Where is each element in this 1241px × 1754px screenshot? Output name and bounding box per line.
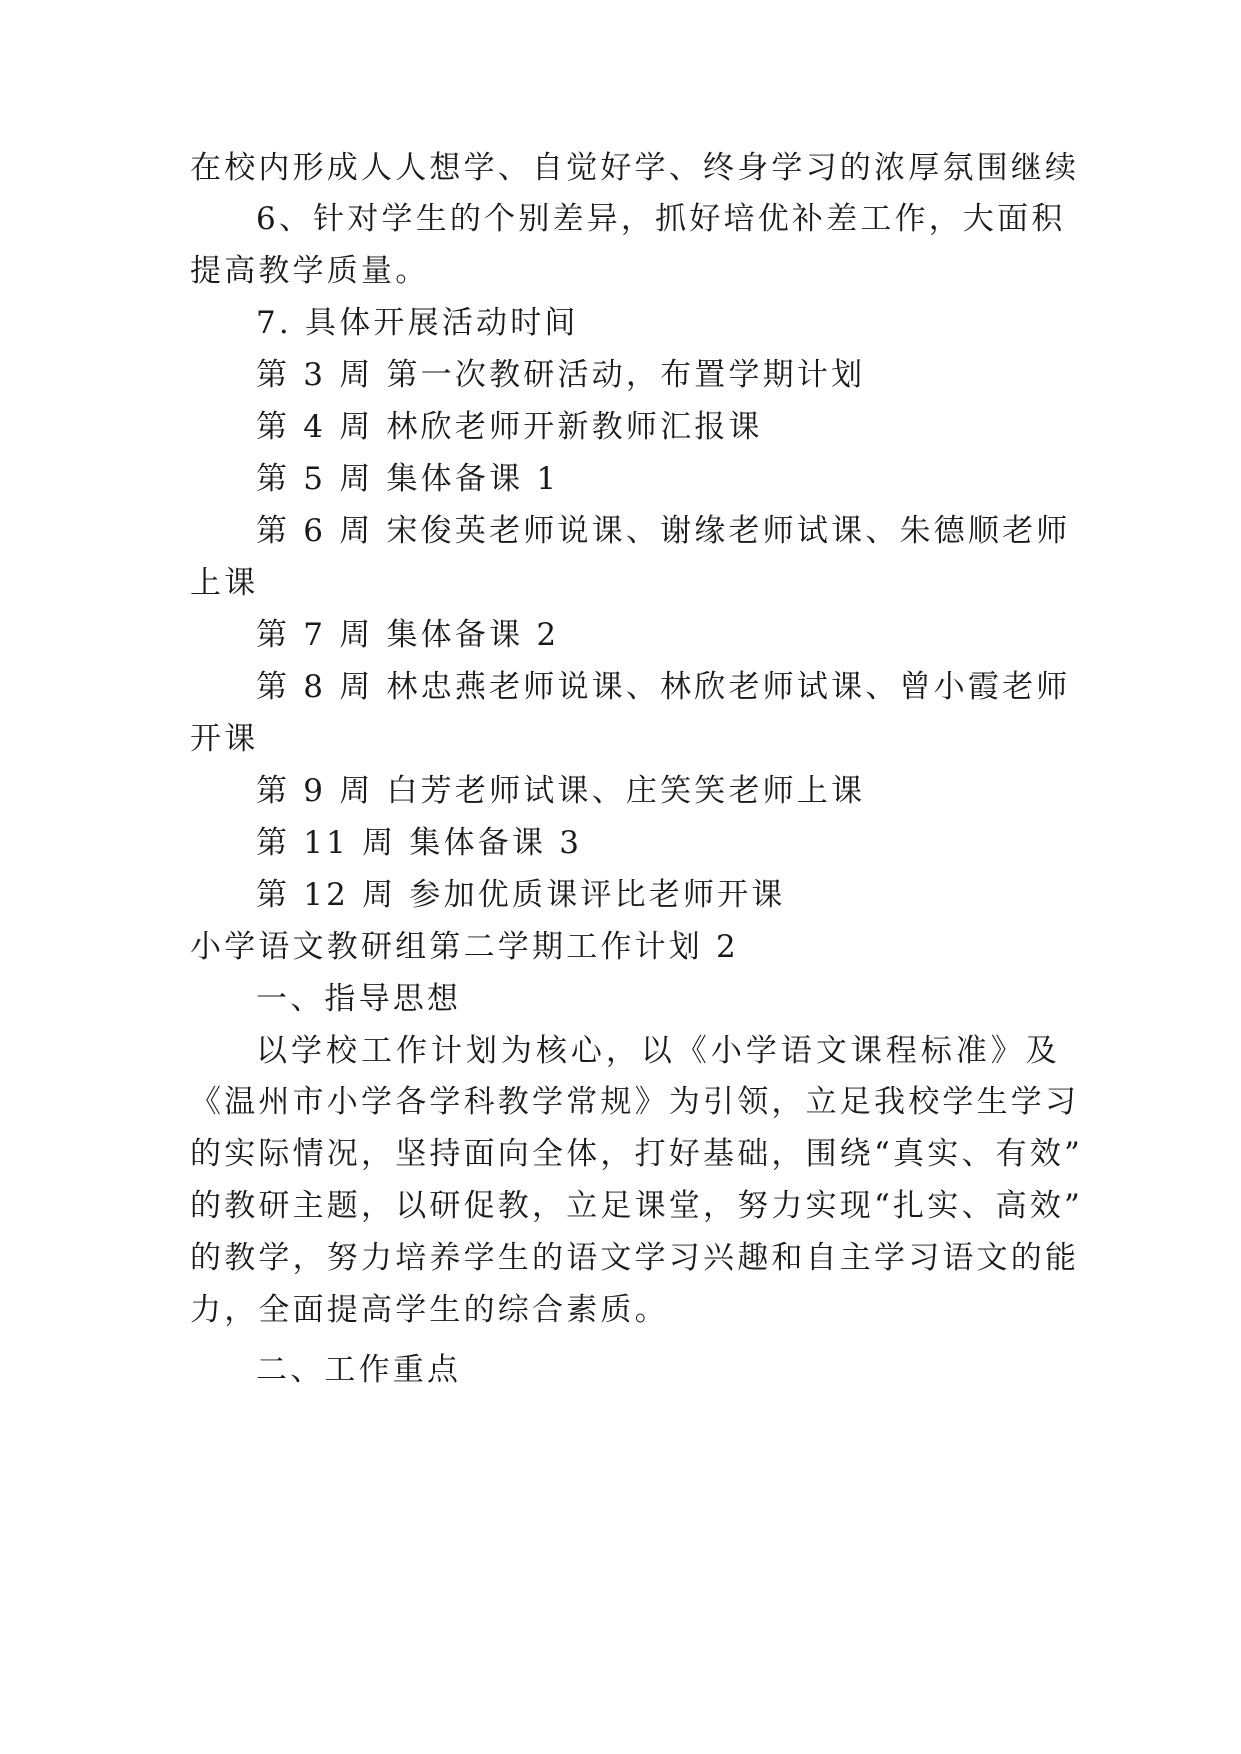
- section-heading: 7. 具体开展活动时间: [256, 305, 579, 341]
- paragraph-line: 《温州市小学各学科教学常规》为引领，立足我校学生学习: [190, 1084, 1080, 1120]
- schedule-item-continuation: 开课: [190, 721, 259, 757]
- schedule-item-continuation: 上课: [190, 565, 259, 601]
- section-heading: 一、指导思想: [256, 981, 462, 1017]
- paragraph-line: 的实际情况，坚持面向全体，打好基础，围绕“真实、有效”: [190, 1136, 1084, 1172]
- paragraph-line: 的教学，努力培养学生的语文学习兴趣和自主学习语文的能: [190, 1240, 1080, 1276]
- document-title: 小学语文教研组第二学期工作计划 2: [190, 929, 739, 965]
- schedule-item: 第 8 周 林忠燕老师说课、林欣老师试课、曾小霞老师: [256, 669, 1071, 705]
- schedule-item: 第 5 周 集体备课 1: [256, 461, 560, 497]
- section-heading: 二、工作重点: [256, 1352, 462, 1388]
- schedule-item: 第 11 周 集体备课 3: [256, 825, 583, 861]
- schedule-item: 第 3 周 第一次教研活动，布置学期计划: [256, 357, 866, 393]
- text-line: 提高教学质量。: [190, 253, 430, 289]
- schedule-item: 第 4 周 林欣老师开新教师汇报课: [256, 409, 763, 445]
- schedule-item: 第 7 周 集体备课 2: [256, 617, 560, 653]
- schedule-item: 第 12 周 参加优质课评比老师开课: [256, 877, 786, 913]
- text-line: 在校内形成人人想学、自觉好学、终身学习的浓厚氛围继续: [190, 150, 1080, 186]
- schedule-item: 第 9 周 白芳老师试课、庄笑笑老师上课: [256, 773, 866, 809]
- schedule-item: 第 6 周 宋俊英老师说课、谢缘老师试课、朱德顺老师: [256, 513, 1071, 549]
- paragraph-line: 以学校工作计划为核心，以《小学语文课程标准》及: [256, 1033, 1060, 1069]
- paragraph-line: 的教研主题，以研促教，立足课堂，努力实现“扎实、高效”: [190, 1188, 1084, 1224]
- paragraph-line: 力，全面提高学生的综合素质。: [190, 1292, 669, 1328]
- text-line: 6、针对学生的个别差异，抓好培优补差工作，大面积: [256, 201, 1066, 237]
